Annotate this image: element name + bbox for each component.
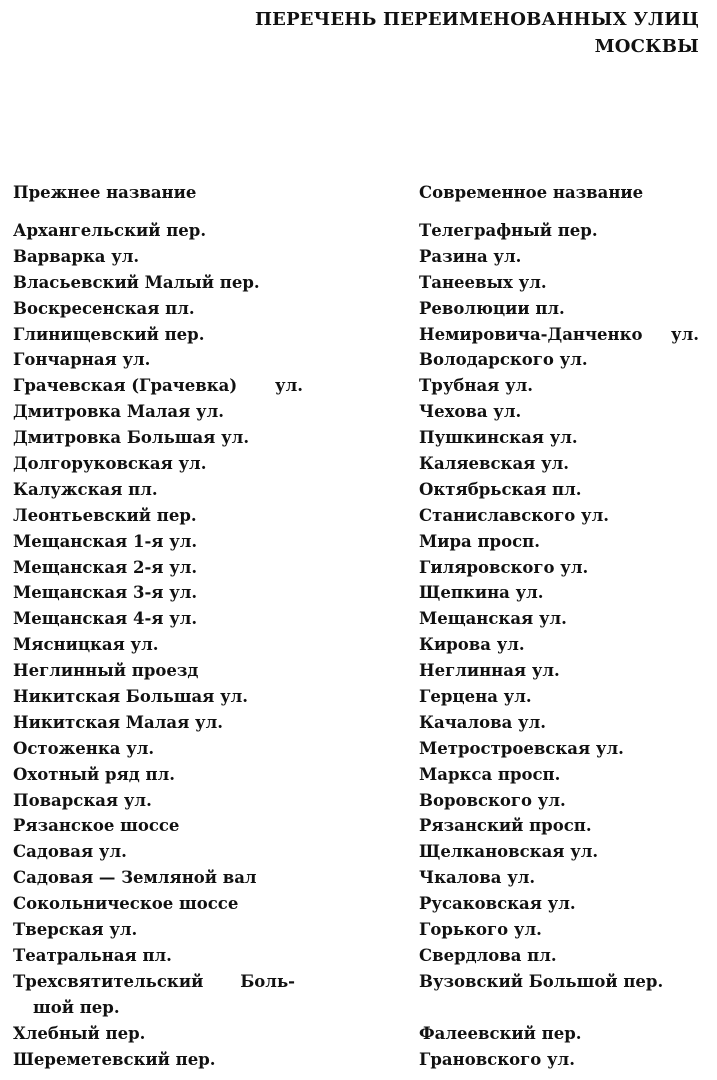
current-name: Грановского ул.: [419, 1049, 575, 1069]
former-name: Дмитровка Малая ул.: [13, 402, 224, 422]
current-name: Гиляровского ул.: [419, 557, 589, 577]
former-name: Никитская Большая ул.: [13, 687, 249, 707]
current-name: Свердлова пл.: [419, 945, 557, 965]
former-name: Дмитровка Большая ул.: [13, 428, 250, 448]
former-name-continuation: шой пер.: [33, 997, 120, 1017]
current-names-column: [419, 180, 704, 1072]
current-name: Неглинная ул.: [419, 661, 560, 681]
title-line-2: МОСКВЫ: [594, 36, 699, 57]
former-name: [13, 373, 303, 399]
former-name: Варварка ул.: [13, 246, 140, 266]
former-name: Архангельский пер.: [13, 221, 207, 240]
current-name: [419, 322, 699, 348]
current-name: Маркса просп.: [419, 764, 561, 784]
current-name: Мещанская ул.: [419, 609, 567, 629]
current-name: Герцена ул.: [419, 687, 532, 707]
current-name: Вузовский Большой пер.: [419, 971, 664, 991]
former-name: Поварская ул.: [13, 790, 152, 810]
current-name: Рязанский просп.: [419, 816, 592, 836]
former-name-part: ул.: [275, 376, 303, 396]
current-name: Трубная ул.: [419, 376, 534, 396]
title-line-1: ПЕРЕЧЕНЬ ПЕРЕИМЕНОВАННЫХ УЛИЦ: [254, 9, 699, 30]
current-name: Танеевых ул.: [419, 272, 547, 292]
current-name: Разина ул.: [419, 246, 522, 266]
former-name-part: Боль-: [240, 971, 295, 991]
former-name: [13, 969, 295, 995]
current-name: Горького ул.: [419, 920, 542, 940]
current-name: Воровского ул.: [419, 790, 566, 810]
current-name: Телеграфный пер.: [419, 221, 598, 240]
current-name-part: ул.: [671, 324, 699, 344]
former-name-part: Грачевская (Грачевка): [13, 376, 238, 396]
page-title: [255, 6, 699, 60]
former-name: Сокольническое шоссе: [13, 894, 239, 914]
current-name: Пушкинская ул.: [419, 428, 578, 448]
former-name: Глинищевский пер.: [13, 324, 205, 344]
current-name: Качалова ул.: [419, 712, 546, 732]
current-name-blank: [419, 995, 704, 1021]
current-name: Чкалова ул.: [419, 868, 536, 888]
current-name: Щепкина ул.: [419, 583, 544, 603]
current-name: Октябрьская пл.: [419, 479, 582, 499]
former-name: Остоженка ул.: [13, 738, 155, 758]
former-name: Власьевский Малый пер.: [13, 272, 260, 292]
former-name: Мещанская 2-я ул.: [13, 557, 198, 577]
current-name: Щелкановская ул.: [419, 842, 599, 862]
former-name: Калужская пл.: [13, 479, 158, 499]
former-names-header: Прежнее название: [13, 183, 197, 202]
former-name: Мещанская 3-я ул.: [13, 583, 198, 603]
former-name: Долгоруковская ул.: [13, 454, 207, 474]
former-name: Никитская Малая ул.: [13, 712, 223, 732]
former-name: Садовая — Земляной вал: [13, 868, 257, 888]
current-name: Фалеевский пер.: [419, 1023, 582, 1043]
current-name: Мира просп.: [419, 531, 540, 551]
current-name: Станиславского ул.: [419, 505, 609, 525]
former-name: Мясницкая ул.: [13, 635, 159, 655]
former-name: Мещанская 4-я ул.: [13, 609, 198, 629]
current-name: Каляевская ул.: [419, 454, 570, 474]
current-name: Кирова ул.: [419, 635, 525, 655]
former-name: Воскресенская пл.: [13, 298, 195, 318]
former-names-column: [13, 180, 313, 1072]
former-name: Садовая ул.: [13, 842, 127, 862]
current-names-header: Современное название: [419, 183, 644, 202]
current-name: Володарского ул.: [419, 350, 588, 370]
former-name: Мещанская 1-я ул.: [13, 531, 198, 551]
current-name-part: Немировича-Данченко: [419, 324, 643, 344]
current-name: Чехова ул.: [419, 402, 522, 422]
current-name: Революции пл.: [419, 298, 565, 318]
former-name: Театральная пл.: [13, 945, 172, 965]
current-name: Русаковская ул.: [419, 894, 576, 914]
former-name: Леонтьевский пер.: [13, 505, 197, 525]
former-name: Гончарная ул.: [13, 350, 151, 370]
former-name: Шереметевский пер.: [13, 1049, 216, 1069]
former-name-part: Трехсвятительский: [13, 971, 204, 991]
former-name: Рязанское шоссе: [13, 816, 180, 836]
former-name: Неглинный проезд: [13, 661, 199, 681]
former-name: Хлебный пер.: [13, 1023, 146, 1043]
current-name: Метростроевская ул.: [419, 738, 624, 758]
former-name: Охотный ряд пл.: [13, 764, 175, 784]
former-name: Тверская ул.: [13, 920, 138, 940]
